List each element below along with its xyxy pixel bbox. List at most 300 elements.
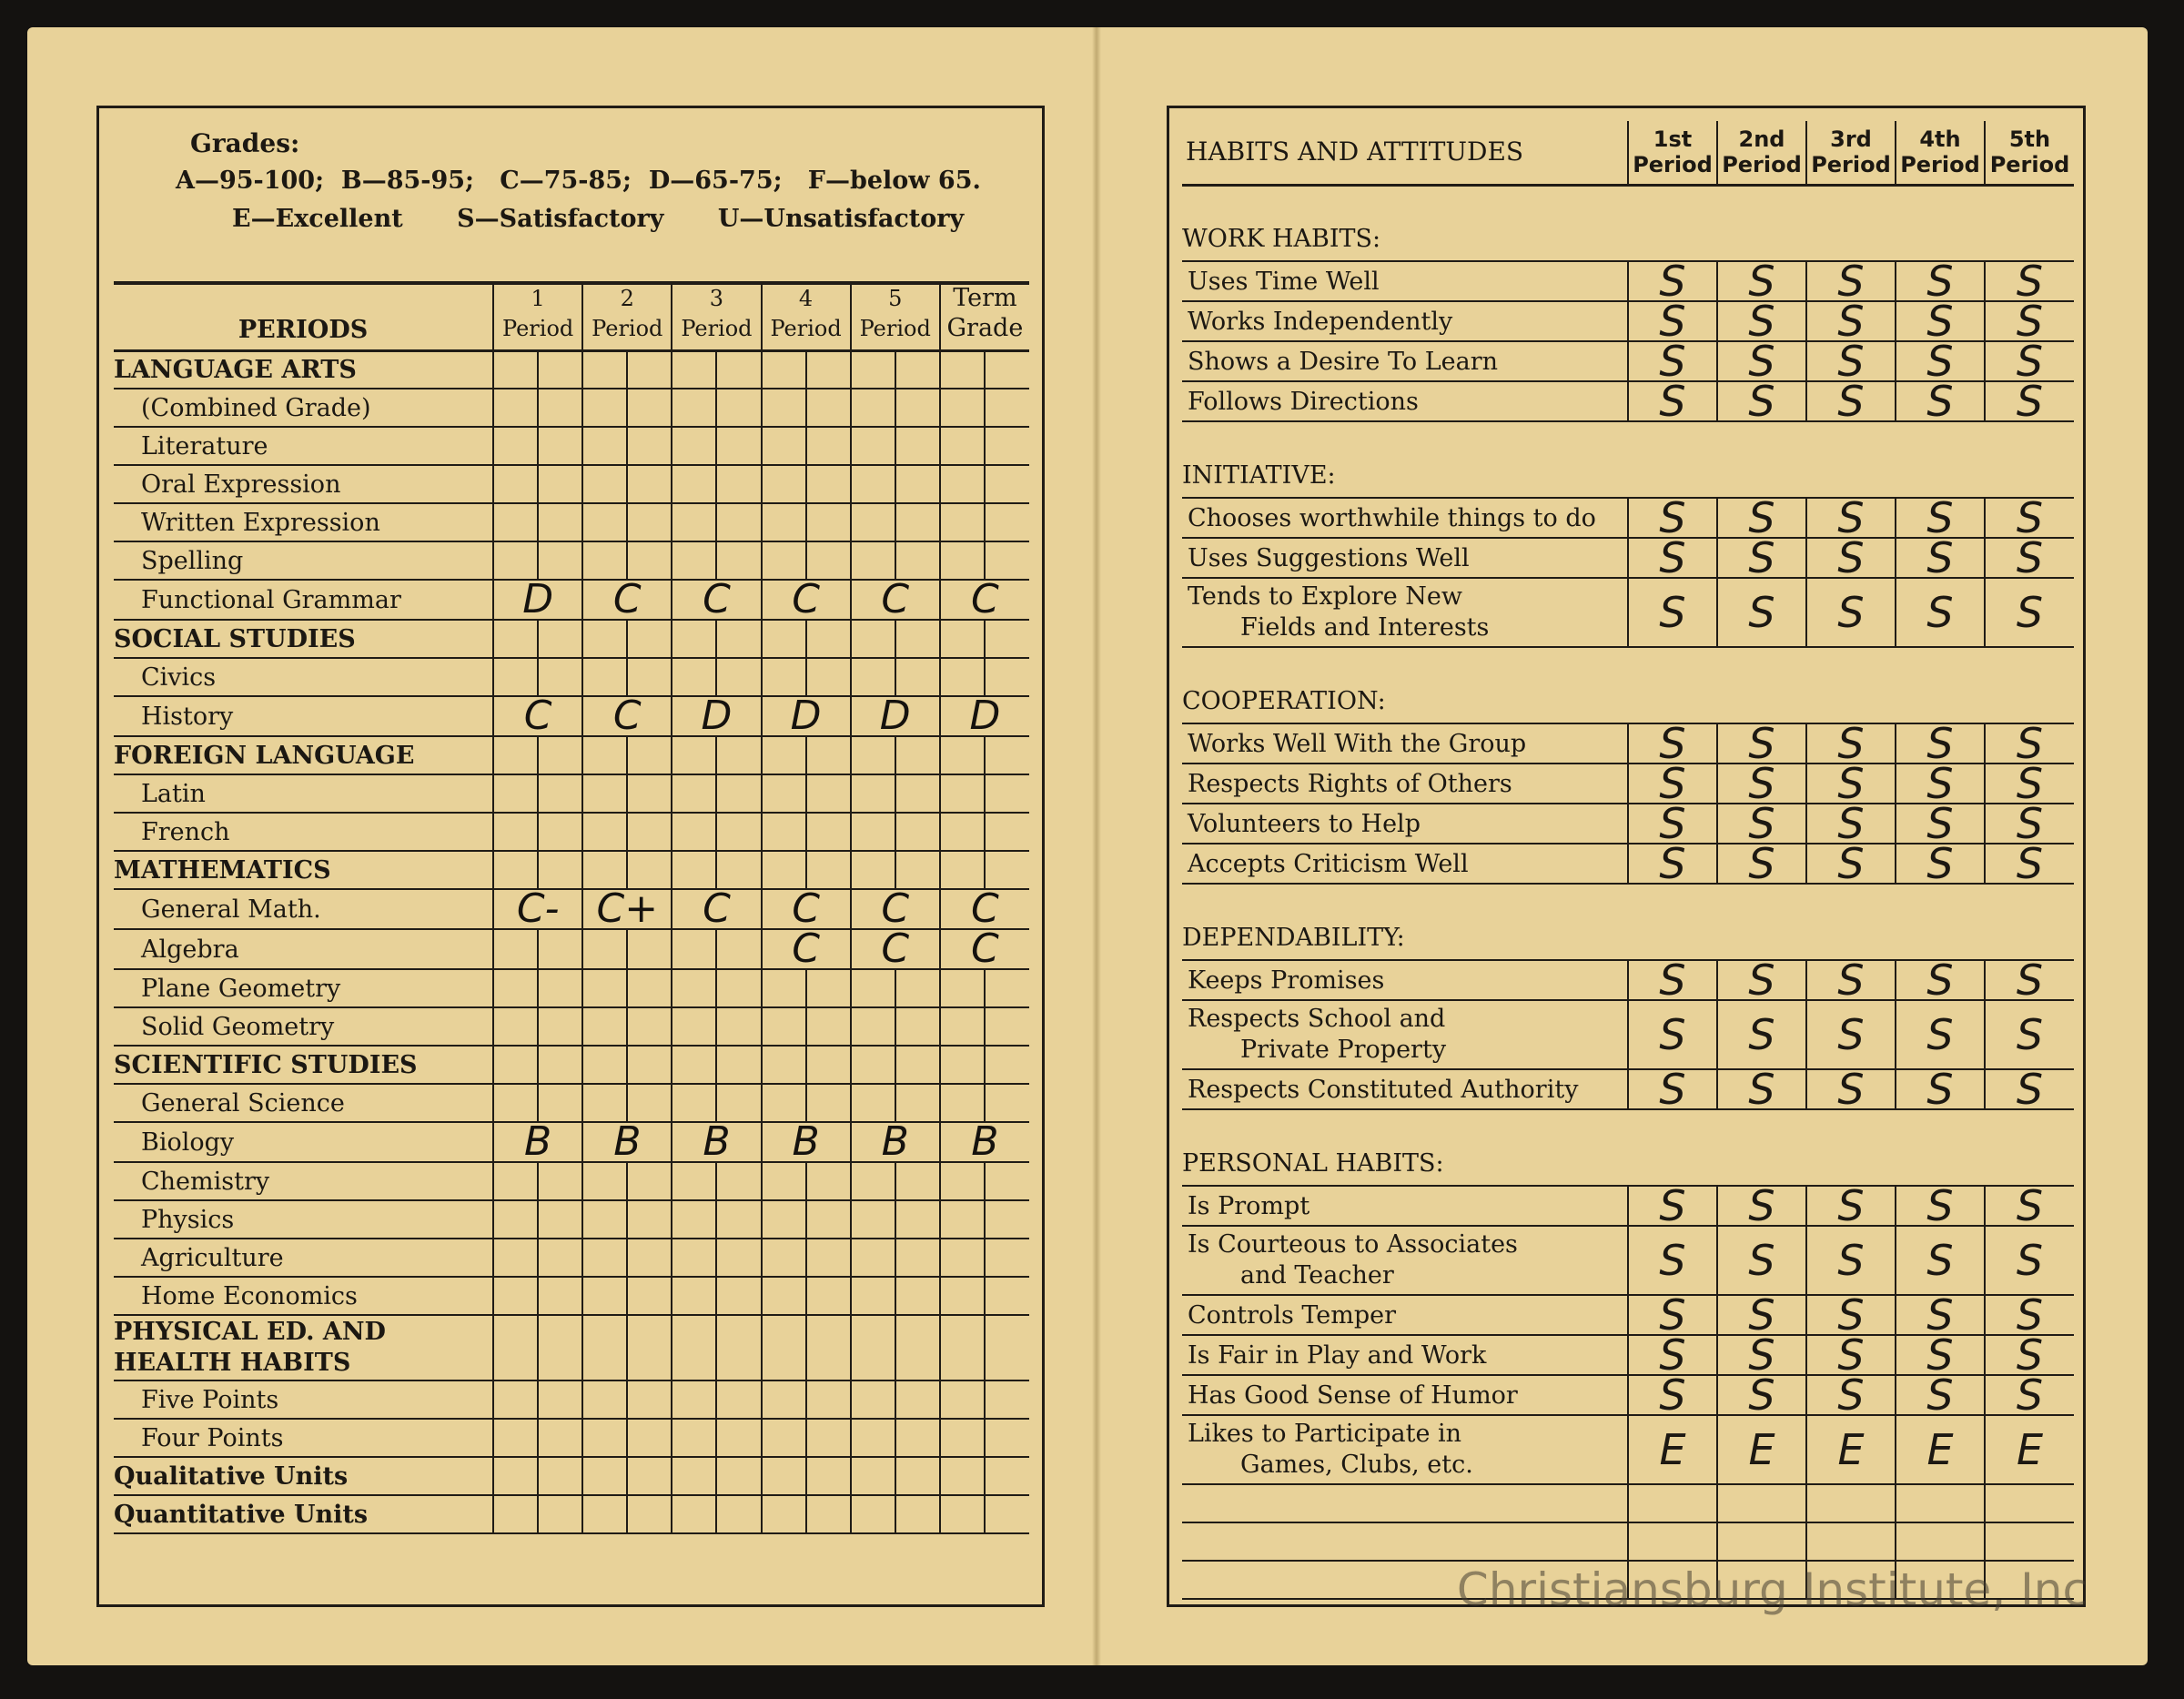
grade-cell — [762, 1419, 806, 1457]
grade-cell — [627, 1084, 672, 1122]
grade-cell — [493, 1239, 538, 1277]
grade-mark: D — [493, 580, 582, 620]
subject-row — [114, 1419, 1029, 1457]
habit-row — [1182, 498, 2074, 538]
grade-mark: C- — [493, 889, 582, 929]
period-column-header — [493, 283, 582, 350]
habit-mark: S — [1806, 301, 1896, 341]
grade-cell — [940, 389, 985, 427]
subject-name: Written Expression — [114, 503, 493, 541]
grade-cell — [672, 1046, 716, 1084]
grade-cell — [538, 929, 582, 969]
habit-mark: S — [1896, 341, 1985, 381]
grade-cell — [762, 1162, 806, 1200]
grade-cell — [627, 1239, 672, 1277]
subject-name: Chemistry — [114, 1162, 493, 1200]
grade-mark: C — [940, 929, 1029, 969]
grade-cell — [716, 1419, 761, 1457]
grade-cell — [895, 1007, 940, 1046]
grade-cell — [806, 541, 851, 580]
grade-cell — [672, 969, 716, 1007]
habit-name — [1182, 764, 1628, 804]
grade-cell — [851, 1007, 895, 1046]
grade-cell — [672, 813, 716, 851]
grade-cell — [895, 774, 940, 813]
habit-name — [1182, 538, 1628, 578]
grade-cell — [940, 427, 985, 465]
habits-table — [1182, 121, 2074, 1600]
subject-row — [114, 503, 1029, 541]
period-label: Period — [770, 316, 842, 341]
subject-row — [114, 620, 1029, 658]
grade-cell — [672, 1419, 716, 1457]
habit-mark: S — [1806, 381, 1896, 421]
scale-c: C—75-85; — [500, 167, 632, 195]
habit-period-label: Period — [1722, 152, 1802, 178]
grade-cell — [493, 774, 538, 813]
grade-cell — [672, 1084, 716, 1122]
period-column-header — [672, 283, 761, 350]
period-label: Period — [502, 316, 574, 341]
habit-name — [1182, 804, 1628, 844]
grade-cell — [985, 1380, 1029, 1419]
grade-cell — [716, 427, 761, 465]
grade-cell — [627, 929, 672, 969]
grade-cell — [582, 1495, 627, 1533]
grade-cell — [851, 1084, 895, 1122]
subject-name: French — [114, 813, 493, 851]
habit-mark: S — [1985, 1000, 2074, 1069]
grade-cell — [895, 1380, 940, 1419]
grade-cell — [493, 851, 538, 889]
grade-mark: C — [851, 580, 940, 620]
grade-cell — [762, 1457, 806, 1495]
habit-period-number: 4th — [1919, 126, 1961, 153]
habit-mark: S — [1806, 723, 1896, 764]
grade-cell — [627, 465, 672, 503]
habit-name — [1182, 844, 1628, 884]
subject-row — [114, 1315, 1029, 1380]
grade-cell — [582, 1419, 627, 1457]
grade-cell — [806, 774, 851, 813]
grade-cell — [716, 774, 761, 813]
grade-cell — [672, 1162, 716, 1200]
grade-mark: B — [940, 1122, 1029, 1162]
habit-label-continued: Private Property — [1240, 1036, 1447, 1064]
habit-mark: S — [1806, 341, 1896, 381]
subject-name: Agriculture — [114, 1239, 493, 1277]
subject-row — [114, 813, 1029, 851]
grade-cell — [985, 541, 1029, 580]
grade-mark: B — [493, 1122, 582, 1162]
grade-cell — [806, 736, 851, 774]
habit-mark: S — [1896, 844, 1985, 884]
grade-cell — [940, 658, 985, 696]
grade-cell — [627, 1277, 672, 1315]
grade-cell — [762, 851, 806, 889]
habit-mark: S — [1985, 1375, 2074, 1415]
habit-mark: S — [1628, 301, 1717, 341]
subject-category: SCIENTIFIC STUDIES — [114, 1046, 493, 1084]
habit-mark: S — [1628, 538, 1717, 578]
grade-cell — [940, 1200, 985, 1239]
subject-category: FOREIGN LANGUAGE — [114, 736, 493, 774]
habit-row — [1182, 804, 2074, 844]
habits-attitudes-panel — [1167, 106, 2086, 1607]
grade-cell — [627, 851, 672, 889]
grade-cell — [672, 851, 716, 889]
habit-mark: E — [1806, 1415, 1896, 1484]
grade-cell — [538, 1277, 582, 1315]
grade-cell — [940, 813, 985, 851]
grade-cell — [716, 541, 761, 580]
habit-mark: S — [1896, 1069, 1985, 1109]
grade-cell — [672, 389, 716, 427]
grade-cell — [806, 1457, 851, 1495]
habit-mark: S — [1628, 341, 1717, 381]
grade-cell — [672, 658, 716, 696]
habit-mark: S — [1628, 381, 1717, 421]
habit-mark: S — [1717, 538, 1806, 578]
grade-cell — [895, 465, 940, 503]
grade-cell — [538, 465, 582, 503]
grade-cell — [716, 1162, 761, 1200]
habit-mark: S — [1717, 261, 1806, 301]
habit-section-title: INITIATIVE: — [1182, 421, 2074, 498]
subject-row — [114, 736, 1029, 774]
grade-cell — [716, 1457, 761, 1495]
grade-cell — [538, 813, 582, 851]
grade-cell — [716, 969, 761, 1007]
habit-row — [1182, 1226, 2074, 1295]
period-label: Grade — [946, 314, 1024, 342]
habit-mark — [1628, 1522, 1717, 1561]
habit-mark: S — [1628, 844, 1717, 884]
grade-cell — [895, 969, 940, 1007]
grade-mark: C — [851, 889, 940, 929]
subject-name: Literature — [114, 427, 493, 465]
grade-cell — [806, 1007, 851, 1046]
grade-cell — [985, 1457, 1029, 1495]
habit-section-title: COOPERATION: — [1182, 647, 2074, 723]
grade-cell — [806, 350, 851, 389]
subject-name: History — [114, 696, 493, 736]
habit-mark — [1896, 1484, 1985, 1522]
grade-mark: C — [762, 929, 851, 969]
habit-mark: S — [1628, 498, 1717, 538]
grade-cell — [851, 736, 895, 774]
grade-mark: D — [940, 696, 1029, 736]
grade-cell — [851, 969, 895, 1007]
period-label: Period — [681, 316, 753, 341]
grade-cell — [716, 389, 761, 427]
grade-cell — [538, 1315, 582, 1380]
grade-cell — [582, 851, 627, 889]
habit-label: Follows Directions — [1188, 387, 1419, 416]
grade-cell — [716, 503, 761, 541]
grade-cell — [985, 1315, 1029, 1380]
subject-row — [114, 389, 1029, 427]
period-number: 2 — [620, 286, 634, 311]
grade-cell — [716, 1380, 761, 1419]
grade-cell — [851, 465, 895, 503]
grade-cell — [806, 503, 851, 541]
grade-cell — [538, 736, 582, 774]
grade-cell — [940, 774, 985, 813]
habit-mark — [1806, 1522, 1896, 1561]
grade-cell — [940, 1457, 985, 1495]
grade-cell — [985, 1084, 1029, 1122]
habit-label: Chooses worthwhile things to do — [1188, 503, 1596, 532]
grade-cell — [806, 465, 851, 503]
grade-cell — [582, 350, 627, 389]
grade-cell — [985, 1495, 1029, 1533]
habit-row — [1182, 1375, 2074, 1415]
habit-mark: E — [1985, 1415, 2074, 1484]
subject-name: Biology — [114, 1122, 493, 1162]
habit-mark: S — [1717, 1226, 1806, 1295]
grade-cell — [851, 350, 895, 389]
subject-name: Spelling — [114, 541, 493, 580]
subject-category: LANGUAGE ARTS — [114, 350, 493, 389]
grade-cell — [582, 1380, 627, 1419]
grade-cell — [716, 658, 761, 696]
grade-cell — [627, 620, 672, 658]
grade-cell — [582, 736, 627, 774]
habit-label: Tends to Explore New — [1188, 582, 1462, 611]
grade-cell — [493, 1380, 538, 1419]
grade-cell — [806, 620, 851, 658]
habit-mark: S — [1717, 381, 1806, 421]
subject-name: Algebra — [114, 929, 493, 969]
subject-name: Four Points — [114, 1419, 493, 1457]
habit-mark: S — [1717, 578, 1806, 647]
grade-cell — [895, 1495, 940, 1533]
habit-mark: S — [1806, 764, 1896, 804]
habit-label: Works Independently — [1188, 307, 1453, 336]
subject-row — [114, 580, 1029, 620]
habit-mark: S — [1985, 764, 2074, 804]
grade-cell — [493, 503, 538, 541]
legend-heading: Grades: — [190, 128, 300, 158]
habit-mark — [1985, 1522, 2074, 1561]
habit-mark: S — [1717, 960, 1806, 1000]
grade-cell — [672, 1457, 716, 1495]
habit-mark: S — [1717, 1375, 1806, 1415]
grade-cell — [716, 813, 761, 851]
subject-name: Qualitative Units — [114, 1457, 493, 1495]
habit-mark: S — [1717, 498, 1806, 538]
habit-name — [1182, 498, 1628, 538]
grade-mark: C — [762, 580, 851, 620]
habit-name — [1182, 1415, 1628, 1484]
grade-cell — [851, 1457, 895, 1495]
grade-cell — [627, 774, 672, 813]
habit-period-label: Period — [1633, 152, 1713, 178]
grade-cell — [940, 1007, 985, 1046]
habit-name — [1182, 960, 1628, 1000]
grade-cell — [895, 1419, 940, 1457]
habits-title: HABITS AND ATTITUDES — [1182, 121, 1628, 185]
grade-mark: C — [940, 889, 1029, 929]
habit-mark: S — [1985, 538, 2074, 578]
habit-label: Uses Suggestions Well — [1188, 543, 1470, 572]
scale-e: E—Excellent — [232, 205, 403, 233]
grade-cell — [627, 1495, 672, 1533]
habit-mark: S — [1628, 723, 1717, 764]
grade-cell — [762, 1007, 806, 1046]
grade-cell — [851, 503, 895, 541]
habit-mark — [1896, 1522, 1985, 1561]
grade-cell — [895, 427, 940, 465]
period-label: Period — [592, 316, 663, 341]
grade-cell — [940, 620, 985, 658]
grade-cell — [538, 503, 582, 541]
habit-mark: S — [1628, 578, 1717, 647]
scale-u: U—Unsatisfactory — [717, 205, 965, 233]
habit-period-header — [1628, 121, 1717, 185]
subject-name: Latin — [114, 774, 493, 813]
grade-cell — [627, 427, 672, 465]
grade-cell — [538, 350, 582, 389]
habit-mark: S — [1985, 1295, 2074, 1335]
grade-cell — [851, 1495, 895, 1533]
grade-cell — [762, 389, 806, 427]
grade-cell — [627, 350, 672, 389]
grade-mark: B — [672, 1122, 761, 1162]
grade-mark: C — [672, 580, 761, 620]
grade-cell — [672, 1007, 716, 1046]
grade-cell — [672, 1277, 716, 1315]
grade-cell — [582, 658, 627, 696]
subject-name: (Combined Grade) — [114, 389, 493, 427]
subject-name: General Math. — [114, 889, 493, 929]
habit-mark: S — [1985, 381, 2074, 421]
habit-period-header — [1896, 121, 1985, 185]
habit-mark: S — [1985, 301, 2074, 341]
grade-cell — [985, 503, 1029, 541]
grade-cell — [762, 1200, 806, 1239]
grade-cell — [493, 465, 538, 503]
habit-section-row — [1182, 1109, 2074, 1186]
habit-mark — [1628, 1484, 1717, 1522]
grade-cell — [762, 813, 806, 851]
habit-mark: S — [1717, 804, 1806, 844]
habit-section-title: DEPENDABILITY: — [1182, 884, 2074, 960]
grade-cell — [762, 541, 806, 580]
grade-mark: C — [582, 696, 672, 736]
subject-row — [114, 696, 1029, 736]
habit-row — [1182, 261, 2074, 301]
grade-cell — [985, 427, 1029, 465]
habit-label: Is Prompt — [1188, 1191, 1310, 1220]
grade-mark: B — [582, 1122, 672, 1162]
grade-cell — [672, 1315, 716, 1380]
grade-cell — [940, 1380, 985, 1419]
habit-row — [1182, 764, 2074, 804]
habit-mark: S — [1985, 1226, 2074, 1295]
subject-row — [114, 427, 1029, 465]
grade-cell — [493, 1046, 538, 1084]
grade-cell — [716, 620, 761, 658]
grade-cell — [985, 736, 1029, 774]
grade-cell — [985, 465, 1029, 503]
habit-section-title: PERSONAL HABITS: — [1182, 1109, 2074, 1186]
habit-mark: S — [1896, 498, 1985, 538]
grades-header-row — [114, 283, 1029, 350]
habit-mark: S — [1896, 804, 1985, 844]
habit-label: Accepts Criticism Well — [1188, 849, 1469, 878]
grade-cell — [895, 1084, 940, 1122]
grade-cell — [493, 1457, 538, 1495]
period-column-header — [762, 283, 851, 350]
grade-cell — [940, 1239, 985, 1277]
subject-row — [114, 774, 1029, 813]
grade-cell — [940, 1084, 985, 1122]
subject-row — [114, 851, 1029, 889]
habit-mark: S — [1717, 764, 1806, 804]
grade-cell — [493, 969, 538, 1007]
grade-cell — [851, 1315, 895, 1380]
habit-period-header — [1806, 121, 1896, 185]
habit-section-row — [1182, 884, 2074, 960]
grade-mark: C — [762, 889, 851, 929]
grade-cell — [940, 465, 985, 503]
habit-row — [1182, 1069, 2074, 1109]
grade-cell — [985, 774, 1029, 813]
habit-name — [1182, 1069, 1628, 1109]
subject-category: SOCIAL STUDIES — [114, 620, 493, 658]
grade-cell — [538, 620, 582, 658]
grade-cell — [895, 541, 940, 580]
habit-mark: S — [1717, 1000, 1806, 1069]
grade-cell — [672, 1239, 716, 1277]
grade-cell — [627, 1457, 672, 1495]
grade-cell — [851, 1419, 895, 1457]
grade-cell — [582, 1315, 627, 1380]
grade-cell — [672, 929, 716, 969]
habit-mark: S — [1717, 1295, 1806, 1335]
grade-cell — [538, 1380, 582, 1419]
period-number: 5 — [888, 286, 903, 311]
habit-mark: S — [1985, 844, 2074, 884]
grade-cell — [851, 1277, 895, 1315]
grade-cell — [582, 774, 627, 813]
periods-heading: PERIODS — [114, 283, 493, 350]
grade-cell — [582, 389, 627, 427]
grade-cell — [538, 658, 582, 696]
grade-cell — [672, 427, 716, 465]
habit-label-continued: Fields and Interests — [1240, 613, 1490, 642]
habit-row — [1182, 1295, 2074, 1335]
habit-mark: S — [1985, 960, 2074, 1000]
habit-mark: S — [1896, 1335, 1985, 1375]
subject-name: Oral Expression — [114, 465, 493, 503]
habit-mark: S — [1717, 844, 1806, 884]
grade-cell — [582, 1200, 627, 1239]
grade-mark: C — [940, 580, 1029, 620]
grade-cell — [806, 1084, 851, 1122]
grade-cell — [672, 1200, 716, 1239]
grade-cell — [493, 389, 538, 427]
subject-row — [114, 1046, 1029, 1084]
grade-cell — [627, 1419, 672, 1457]
grade-cell — [806, 1239, 851, 1277]
habit-row — [1182, 1000, 2074, 1069]
grade-cell — [672, 774, 716, 813]
grade-cell — [672, 1495, 716, 1533]
habit-mark: S — [1985, 341, 2074, 381]
